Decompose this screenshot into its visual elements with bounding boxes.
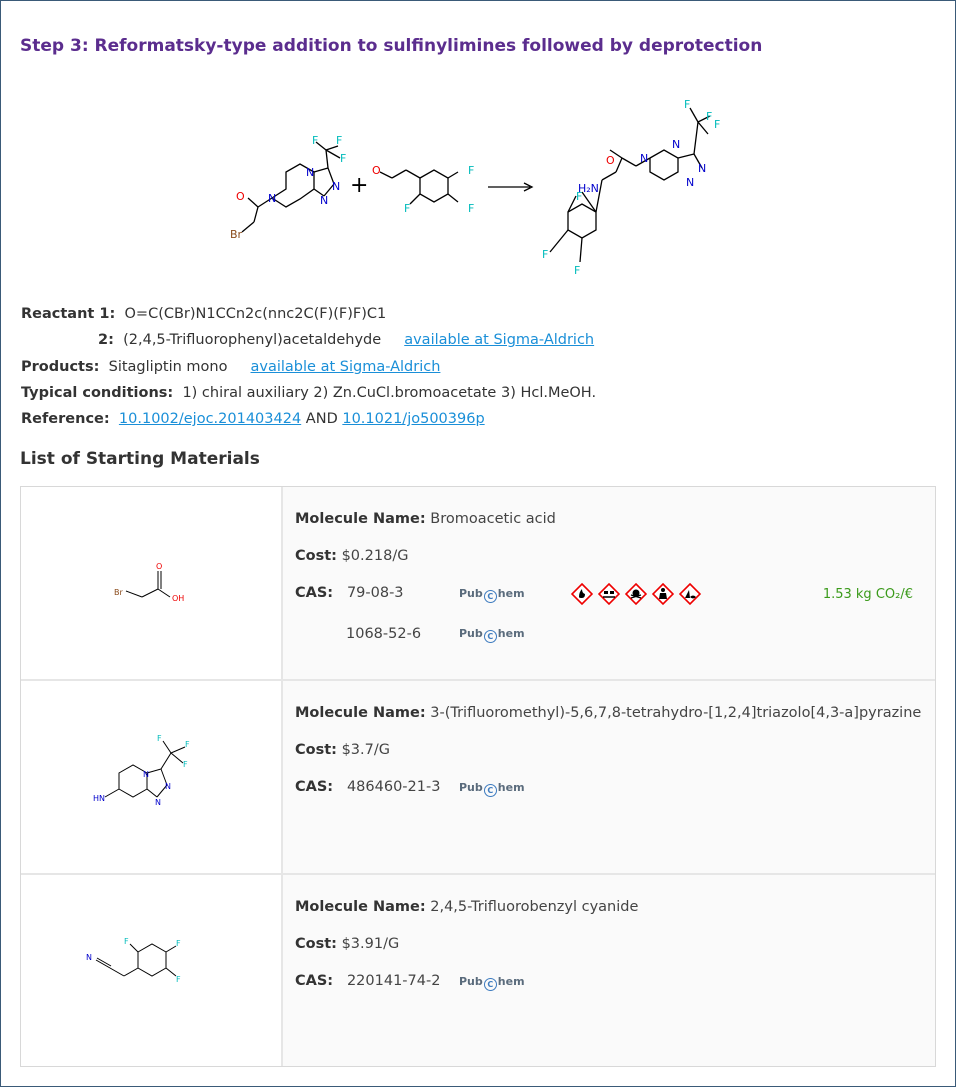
product-sigma-link[interactable]: available at Sigma-Aldrich: [250, 359, 441, 375]
pubchem-logo-icon: C: [484, 978, 497, 991]
svg-text:F: F: [176, 974, 181, 984]
atom-n: N: [698, 162, 707, 175]
atom-nh2: H₂N: [578, 182, 599, 195]
pubchem-link[interactable]: Pub C hem: [459, 975, 525, 989]
corrosion-icon: [598, 583, 620, 605]
atom-n: N: [672, 138, 681, 151]
reference-row: Reference: 10.1002/ejoc.201403424 AND 10.1021/jo500396p: [21, 411, 485, 427]
page-title: Step 3: Reformatsky-type addition to sulfinylimines followed by deprotection: [20, 36, 763, 56]
molecule-image: [21, 487, 283, 679]
co2-footprint: 1.53 kg CO₂/€: [822, 587, 913, 602]
svg-text:F: F: [124, 936, 129, 946]
atom-f: F: [706, 110, 713, 123]
atom-o: O: [236, 190, 245, 203]
pubchem-link[interactable]: Pub C hem: [459, 587, 525, 601]
molecule-name: 2,4,5-Trifluorobenzyl cyanide: [430, 899, 639, 915]
reactant-1-smiles: O=C(CBr)N1CCn2c(nnc2C(F)(F)F)C1: [124, 306, 387, 322]
molecule-info: Molecule Name: 2,4,5-Trifluorobenzyl cyanide Cost: $3.91/G CAS: 220141-74-2 Pub C hem: [283, 875, 935, 1066]
svg-text:N: N: [86, 952, 92, 962]
molecule-cost: $0.218/G: [341, 548, 409, 564]
molecule-cas-alt: 1068-52-6: [346, 626, 422, 642]
reactant-2-sigma-link[interactable]: available at Sigma-Aldrich: [404, 332, 595, 348]
svg-text:N: N: [155, 798, 161, 807]
product-name: Sitagliptin mono: [108, 359, 228, 375]
pubchem-logo-icon: C: [484, 630, 497, 643]
atom-f: F: [404, 202, 411, 215]
atom-f: F: [312, 134, 319, 147]
svg-text:F: F: [157, 734, 162, 743]
atom-f: F: [714, 118, 721, 131]
svg-text:Br: Br: [114, 588, 123, 597]
svg-text:F: F: [183, 760, 188, 769]
reactant-1-row: Reactant 1: O=C(CBr)N1CCn2c(nnc2C(F)(F)F)C1: [21, 306, 387, 322]
molecule-cas: 486460-21-3: [346, 779, 441, 795]
atom-f: F: [340, 152, 347, 165]
reference-link-2[interactable]: 10.1021/jo500396p: [342, 411, 485, 427]
reactant-2-name: (2,4,5-Trifluorophenyl)acetaldehyde: [123, 332, 382, 348]
molecule-info: Molecule Name: 3-(Trifluoromethyl)-5,6,7,8-tetrahydro-[1,2,4]triazolo[4,3-a]pyrazine Cost: $3.7/G CAS: 486460-21-3 Pub C hem: [283, 681, 935, 873]
section-title: List of Starting Materials: [20, 449, 260, 469]
molecule-cost: $3.91/G: [341, 936, 400, 952]
reactant-2-row: 2: (2,4,5-Trifluorophenyl)acetaldehyde available at Sigma-Aldrich: [98, 332, 595, 348]
molecule-name: 3-(Trifluoromethyl)-5,6,7,8-tetrahydro-[1,2,4]triazolo[4,3-a]pyrazine: [430, 705, 922, 721]
pubchem-logo-icon: C: [484, 784, 497, 797]
table-row: [21, 487, 935, 681]
pubchem-logo-icon: C: [484, 590, 497, 603]
svg-text:HN: HN: [93, 794, 105, 803]
svg-text:N: N: [165, 782, 171, 791]
atom-o: O: [372, 164, 381, 177]
pubchem-link[interactable]: Pub C hem: [459, 781, 525, 795]
atom-n: N: [306, 166, 315, 179]
molecule-cas: 220141-74-2: [346, 973, 441, 989]
svg-text:O: O: [156, 562, 163, 571]
molecule-cost: $3.7/G: [341, 742, 390, 758]
atom-f: F: [574, 264, 581, 277]
skull-icon: [625, 583, 647, 605]
molecule-cas: 79-08-3: [346, 585, 404, 601]
molecule-name: Bromoacetic acid: [430, 511, 556, 527]
conditions-row: Typical conditions: 1) chiral auxiliary 2) Zn.CuCl.bromoacetate 3) Hcl.MeOH.: [21, 385, 597, 401]
svg-text:F: F: [185, 740, 190, 749]
plus-sign: +: [350, 173, 369, 198]
atom-f: F: [468, 202, 475, 215]
svg-text:F: F: [176, 938, 181, 948]
atom-n: N: [332, 180, 341, 193]
atom-f: F: [542, 248, 549, 261]
table-row: [21, 875, 935, 1066]
atom-n: N: [320, 194, 329, 207]
atom-f: F: [576, 190, 583, 203]
atom-f: F: [468, 164, 475, 177]
pubchem-link[interactable]: Pub C hem: [459, 627, 525, 641]
health-hazard-icon: [652, 583, 674, 605]
svg-text:N: N: [143, 770, 149, 779]
atom-f: F: [336, 134, 343, 147]
table-row: [21, 681, 935, 875]
conditions-value: 1) chiral auxiliary 2) Zn.CuCl.bromoacetate 3) Hcl.MeOH.: [182, 385, 597, 401]
atom-br: Br: [230, 228, 243, 241]
materials-table: [20, 486, 936, 1067]
svg-text:OH: OH: [172, 594, 185, 603]
molecule-image: [21, 681, 283, 873]
hazard-pictograms: [571, 583, 701, 605]
products-row: Products: Sitagliptin mono available at Sigma-Aldrich: [21, 359, 441, 375]
environment-icon: [679, 583, 701, 605]
atom-f: F: [684, 98, 691, 111]
reaction-scheme: [220, 92, 740, 282]
flame-icon: [571, 583, 593, 605]
reference-link-1[interactable]: 10.1002/ejoc.201403424: [118, 411, 302, 427]
molecule-image: [21, 875, 283, 1066]
molecule-info: Molecule Name: Bromoacetic acid Cost: $0.218/G CAS: 79-08-3 Pub C hem 1.53 kg CO₂/€ 1068-52-6 Pub C hem: [283, 487, 935, 679]
atom-n: N: [268, 192, 277, 205]
atom-o: O: [606, 154, 615, 167]
atom-n: N: [640, 152, 649, 165]
atom-n: N: [686, 176, 695, 189]
